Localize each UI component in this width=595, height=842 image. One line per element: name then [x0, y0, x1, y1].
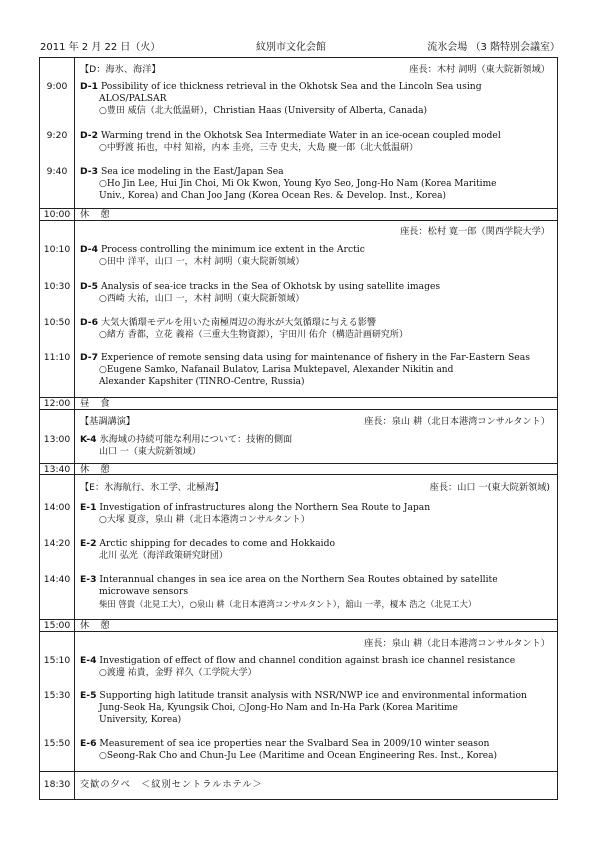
talk-time: 13:00	[43, 434, 71, 445]
talk-d4	[80, 244, 554, 268]
talk-authors: ○Ho Jin Lee, Hui Jin Choi, Mi Ok Kwon, Young Kyo Seo, Jong-Ho Nam (Korea Maritime	[99, 179, 497, 189]
talk-code: D-2	[80, 130, 99, 141]
row-divider	[40, 771, 557, 772]
talk-time: 15:50	[43, 738, 71, 749]
talk-authors: 柴田 啓貴（北見工大），○泉山 耕（北日本港湾コンサルタント），舘山 一孝，榎本 浩之（北見工大）	[99, 599, 477, 609]
talk-authors: ○西崎 大祐，山口 一，木村 詞明（東大院新領域）	[99, 294, 305, 304]
talk-time: 14:20	[43, 538, 71, 549]
row-divider	[40, 208, 557, 209]
event-date: 2011 年 2 月 22 日（火）	[40, 42, 161, 53]
talk-d7	[80, 352, 554, 388]
room-name: 流氷会場 （3 階特別会議室）	[427, 42, 560, 53]
talk-e6	[80, 738, 554, 762]
talk-authors: ○緒方 香都，立花 義裕（三重大生物資源），宇田川 佑介（構造計画研究所）	[99, 330, 408, 340]
talk-code: E-5	[80, 690, 97, 701]
session-chair: 座長：木村 詞明（東大院新領域）	[409, 64, 550, 75]
talk-e5	[80, 690, 554, 726]
talk-title-continued: ALOS/PALSAR	[99, 93, 167, 104]
talk-e4	[80, 655, 554, 679]
talk-time: 9:40	[46, 166, 68, 177]
talk-d2	[80, 130, 554, 154]
session-header-keynote	[80, 416, 554, 428]
session-header-d2	[80, 226, 554, 238]
talk-code: E-1	[80, 502, 97, 513]
talk-title: Experience of remote sensing data using for maintenance of fishery in the Far-Eastern Seas	[100, 352, 530, 363]
talk-title: Sea ice modeling in the East/Japan Sea	[100, 166, 284, 177]
talk-code: D-3	[80, 166, 99, 177]
talk-d3	[80, 166, 554, 202]
talk-e2	[80, 538, 554, 562]
break-label: 休 憩	[80, 620, 111, 631]
talk-authors: ○田中 洋平，山口 一，木村 詞明（東大院新領域）	[99, 257, 305, 267]
talk-code: D-6	[80, 317, 99, 328]
talk-authors: ○大塚 夏彦，泉山 耕（北日本港湾コンサルタント）	[99, 515, 310, 525]
break-time: 10:00	[43, 209, 71, 220]
venue-name: 紋別市文化会館	[256, 42, 326, 53]
row-divider	[40, 631, 557, 632]
talk-d6	[80, 317, 554, 341]
talk-k4	[80, 434, 554, 458]
talk-title: Interannual changes in sea ice area on the Northern Sea Routes obtained by satellite	[99, 574, 498, 585]
break-label: 休 憩	[80, 209, 111, 220]
talk-title-continued: microwave sensors	[99, 586, 189, 597]
talk-authors: ○渡邊 祐貴，金野 祥久（工学院大学）	[99, 668, 257, 678]
session-chair: 座長：松村 寛一郎（関西学院大学）	[400, 226, 550, 237]
talk-authors: Jung-Seok Ha, Kyungsik Choi, ○Jong-Ho Nam and In-Ha Park (Korea Maritime	[99, 703, 458, 713]
row-divider	[40, 474, 557, 475]
talk-title: Investigation of effect of flow and channel condition against brash ice channel resistance	[99, 655, 516, 666]
talk-code: E-2	[80, 538, 97, 549]
session-header-e2	[80, 638, 554, 650]
session-header-e	[80, 482, 554, 494]
talk-authors: ○豊田 威信（北大低温研），Christian Haas (University of Alberta, Canada)	[99, 106, 427, 116]
session-title: 【E：氷海航行、氷工学、北極海】	[80, 482, 224, 493]
talk-code: D-7	[80, 352, 99, 363]
time-column-divider	[74, 58, 75, 799]
session-chair: 座長：山口 一(東大院新領域)	[429, 482, 550, 493]
reception-time: 18:30	[43, 779, 71, 790]
page-header	[40, 42, 560, 54]
session-chair: 座長：泉山 耕（北日本港湾コンサルタント）	[364, 416, 550, 427]
talk-title: Warming trend in the Okhotsk Sea Intermediate Water in an ice-ocean coupled model	[100, 130, 501, 141]
talk-code: E-4	[80, 655, 97, 666]
row-divider	[40, 619, 557, 620]
talk-e3	[80, 574, 554, 610]
break-label: 昼 食	[80, 398, 111, 409]
talk-time: 11:10	[43, 352, 71, 363]
talk-time: 10:50	[43, 317, 71, 328]
talk-authors-continued: University, Korea)	[99, 715, 182, 725]
talk-time: 9:20	[46, 130, 68, 141]
talk-time: 10:30	[43, 281, 71, 292]
talk-d5	[80, 281, 554, 305]
talk-authors: 北川 弘光（海洋政策研究財団）	[99, 551, 228, 561]
talk-time: 15:30	[43, 690, 71, 701]
reception-label: 交歓の夕べ ＜紋別セントラルホテル＞	[80, 779, 263, 790]
session-title: 【D：海氷、海洋】	[80, 64, 161, 75]
talk-code: K-4	[80, 434, 97, 445]
talk-code: D-5	[80, 281, 99, 292]
talk-code: E-3	[80, 574, 97, 585]
talk-title: Measurement of sea ice properties near the Svalbard Sea in 2009/10 winter season	[99, 738, 490, 749]
talk-authors: ○Seong-Rak Cho and Chun-Ju Lee (Maritime and Ocean Engineering Res. Inst., Korea)	[99, 751, 497, 761]
session-title: 【基調講演】	[80, 416, 136, 427]
session-chair: 座長：泉山 耕（北日本港湾コンサルタント）	[364, 638, 550, 649]
talk-title: Process controlling the minimum ice extent in the Arctic	[100, 244, 365, 255]
break-time: 13:40	[43, 464, 71, 475]
talk-title: Possibility of ice thickness retrieval in the Okhotsk Sea and the Lincoln Sea using	[100, 81, 482, 92]
talk-e1	[80, 502, 554, 526]
talk-title: Arctic shipping for decades to come and Hokkaido	[99, 538, 335, 549]
row-divider	[40, 397, 557, 398]
talk-time: 15:10	[43, 655, 71, 666]
talk-d1	[80, 81, 554, 117]
talk-time: 10:10	[43, 244, 71, 255]
talk-authors: 山口 一（東大院新領域）	[99, 447, 201, 457]
break-time: 12:00	[43, 398, 71, 409]
talk-title: Investigation of infrastructures along the Northern Sea Route to Japan	[99, 502, 431, 513]
talk-code: D-1	[80, 81, 99, 92]
talk-title: Analysis of sea-ice tracks in the Sea of Okhotsk by using satellite images	[100, 281, 441, 292]
talk-authors-continued: Univ., Korea) and Chan Joo Jang (Korea Ocean Res. & Develop. Inst., Korea)	[99, 191, 446, 201]
talk-code: E-6	[80, 738, 97, 749]
row-divider	[40, 463, 557, 464]
talk-authors: ○Eugene Samko, Nafanail Bulatov, Larisa Muktepavel, Alexander Nikitin and	[99, 365, 454, 375]
talk-title: 大気大循環モデルを用いた南極周辺の海氷が大気循環に与える影響	[100, 317, 377, 328]
talk-time: 14:40	[43, 574, 71, 585]
row-divider	[40, 220, 557, 221]
talk-title: Supporting high latitude transit analysis with NSR/NWP ice and environmental information	[99, 690, 527, 701]
break-label: 休 憩	[80, 464, 111, 475]
talk-time: 9:00	[46, 81, 68, 92]
break-time: 15:00	[43, 620, 71, 631]
row-divider	[40, 409, 557, 410]
talk-time: 14:00	[43, 502, 71, 513]
talk-title: 氷海域の持続可能な利用について：技術的側面	[99, 434, 293, 445]
talk-code: D-4	[80, 244, 99, 255]
session-header-d1	[80, 64, 554, 76]
talk-authors-continued: Alexander Kapshiter (TINRO-Centre, Russia)	[99, 377, 305, 387]
talk-authors: ○中野渡 拓也，中村 知裕，内本 圭亮，三寺 史夫，大島 慶一郎（北大低温研）	[99, 143, 419, 153]
